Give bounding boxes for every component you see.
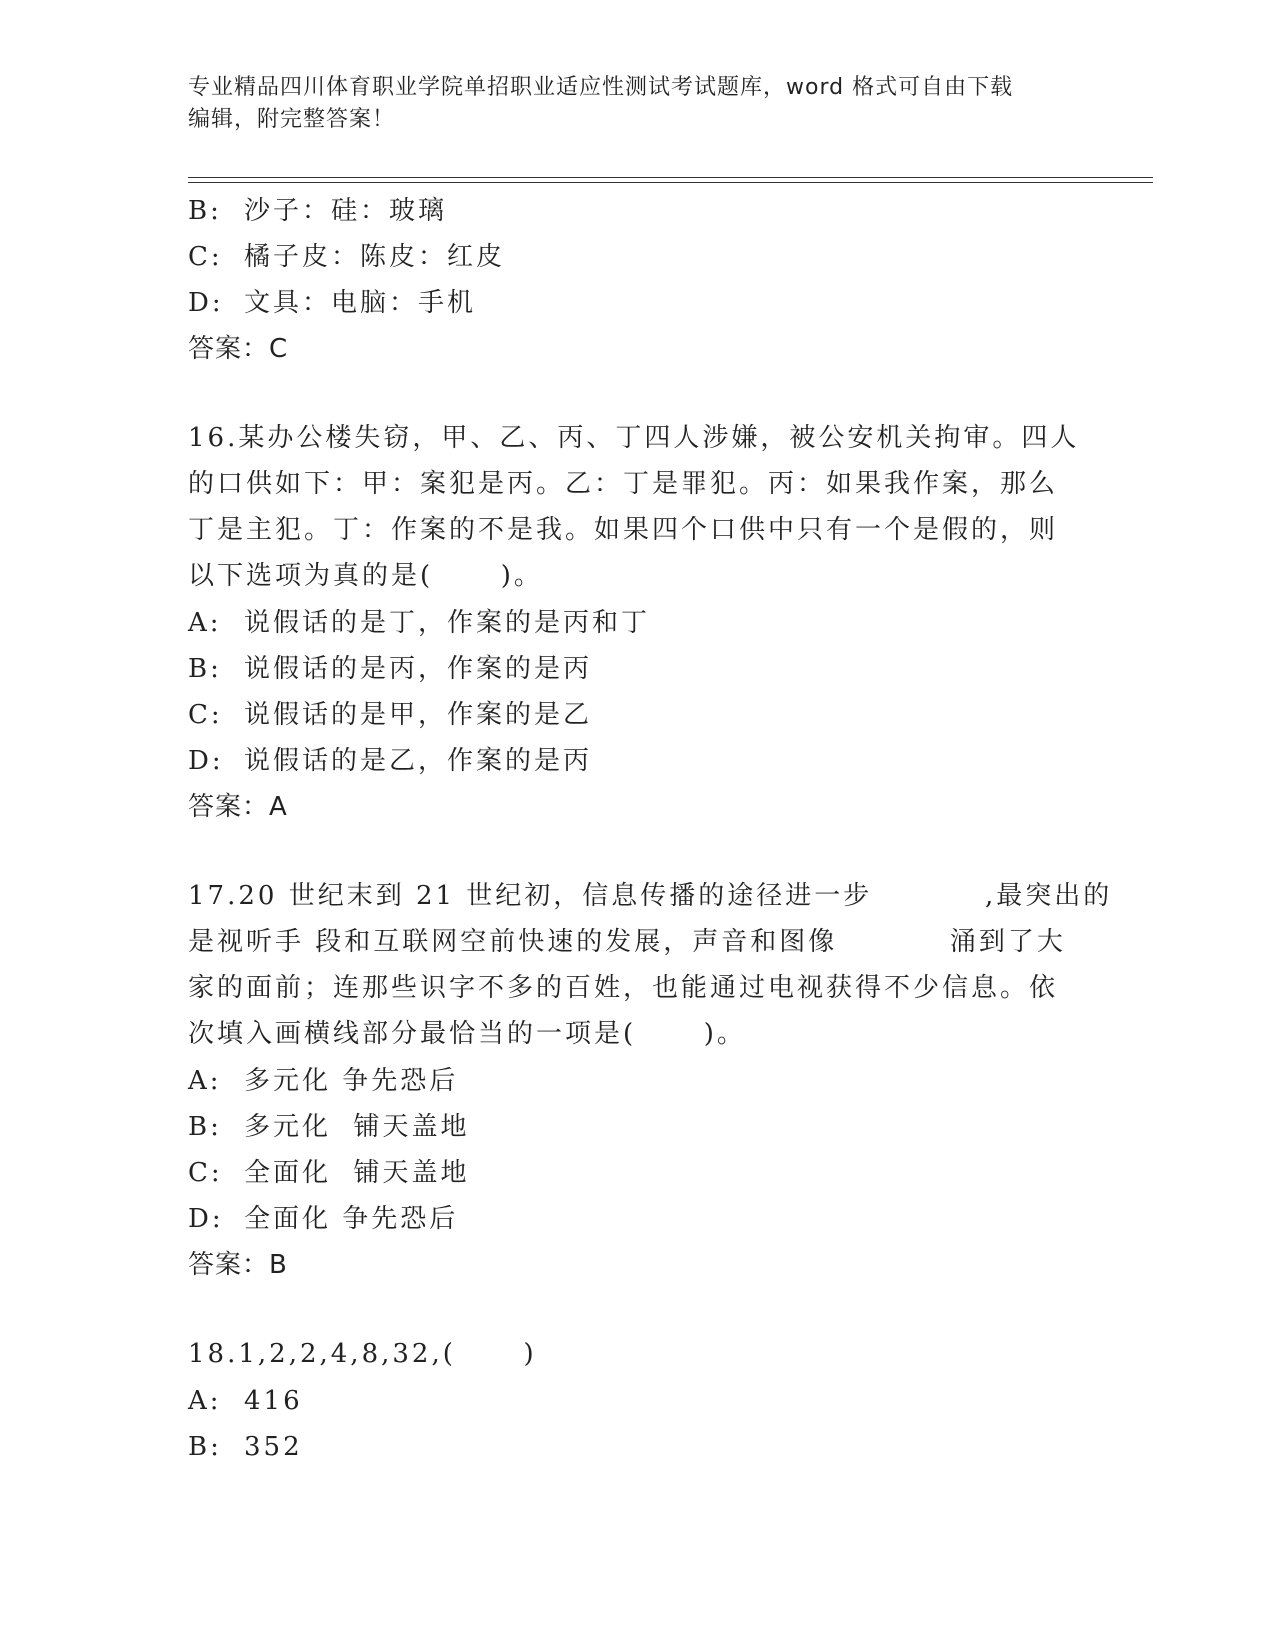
option-text: 352 [244, 1432, 303, 1462]
option-text: 橘子皮：陈皮：红皮 [244, 242, 506, 272]
option-text: 说假话的是乙，作案的是丙 [244, 746, 593, 776]
option-b [188, 1104, 1088, 1150]
answer-line: 答案：A [188, 792, 288, 822]
option-text: 全面化 争先恐后 [244, 1204, 459, 1234]
option-text: 多元化 铺天盖地 [244, 1112, 470, 1142]
option-text: 多元化 争先恐后 [244, 1066, 459, 1096]
question-stem-line: 是视听手 段和互联网空前快速的发展，声音和图像 涌到了大 [188, 927, 1066, 957]
document-header [188, 72, 1068, 136]
option-letter: C: [188, 700, 223, 730]
option-d [188, 738, 1088, 784]
option-letter: D: [188, 1204, 224, 1234]
option-c [188, 1150, 1088, 1196]
option-a [188, 1058, 1088, 1104]
option-letter: B: [188, 1112, 222, 1142]
option-text: 沙子：硅：玻璃 [244, 196, 448, 226]
option-c [188, 692, 1088, 738]
option-d [188, 1196, 1088, 1242]
option-letter: C: [188, 1158, 223, 1188]
option-text: 说假话的是甲，作案的是乙 [244, 700, 593, 730]
option-letter: B: [188, 654, 222, 684]
option-text: 说假话的是丁，作案的是丙和丁 [244, 608, 651, 638]
option-b [188, 1424, 1088, 1470]
option-letter: B: [188, 196, 222, 226]
header-divider-top [188, 177, 1153, 178]
header-line-2: 编辑，附完整答案！ [188, 107, 396, 132]
question-15 [188, 188, 1088, 372]
option-text: 文具：电脑：手机 [244, 288, 477, 318]
option-letter: A: [188, 1386, 222, 1416]
question-stem-line: 丁是主犯。丁：作案的不是我。如果四个口供中只有一个是假的，则 [188, 515, 1059, 545]
option-letter: D: [188, 288, 224, 318]
question-stem-line: 16.某办公楼失窃，甲、乙、丙、丁四人涉嫌，被公安机关拘审。四人 [188, 423, 1080, 453]
option-c [188, 234, 1088, 280]
answer-line: 答案：C [188, 334, 289, 364]
option-text: 说假话的是丙，作案的是丙 [244, 654, 593, 684]
option-d [188, 280, 1088, 326]
question-17 [188, 874, 1113, 1288]
option-text: 全面化 铺天盖地 [244, 1158, 470, 1188]
option-b [188, 188, 1088, 234]
header-divider-bottom [188, 182, 1153, 183]
answer-line: 答案：B [188, 1250, 288, 1280]
question-content [188, 188, 1113, 1470]
option-letter: A: [188, 608, 222, 638]
question-16 [188, 416, 1088, 830]
option-b [188, 646, 1088, 692]
question-stem-line: 17.20 世纪末到 21 世纪初，信息传播的途径进一步 ,最突出的 [188, 881, 1113, 911]
question-stem-line: 以下选项为真的是( )。 [188, 561, 543, 591]
question-18 [188, 1332, 1088, 1470]
option-a [188, 600, 1088, 646]
question-stem-line: 18.1,2,2,4,8,32,( ) [188, 1339, 537, 1369]
option-letter: A: [188, 1066, 222, 1096]
question-stem-line: 家的面前；连那些识字不多的百姓，也能通过电视获得不少信息。依 [188, 973, 1059, 1003]
header-line-1: 专业精品四川体育职业学院单招职业适应性测试考试题库，word 格式可自由下载 [188, 75, 1014, 100]
question-stem-line: 次填入画横线部分最恰当的一项是( )。 [188, 1019, 746, 1049]
option-letter: D: [188, 746, 224, 776]
option-letter: B: [188, 1432, 222, 1462]
question-stem-line: 的口供如下：甲：案犯是丙。乙：丁是罪犯。丙：如果我作案，那么 [188, 469, 1059, 499]
option-text: 416 [244, 1386, 303, 1416]
option-a [188, 1378, 1088, 1424]
option-letter: C: [188, 242, 223, 272]
